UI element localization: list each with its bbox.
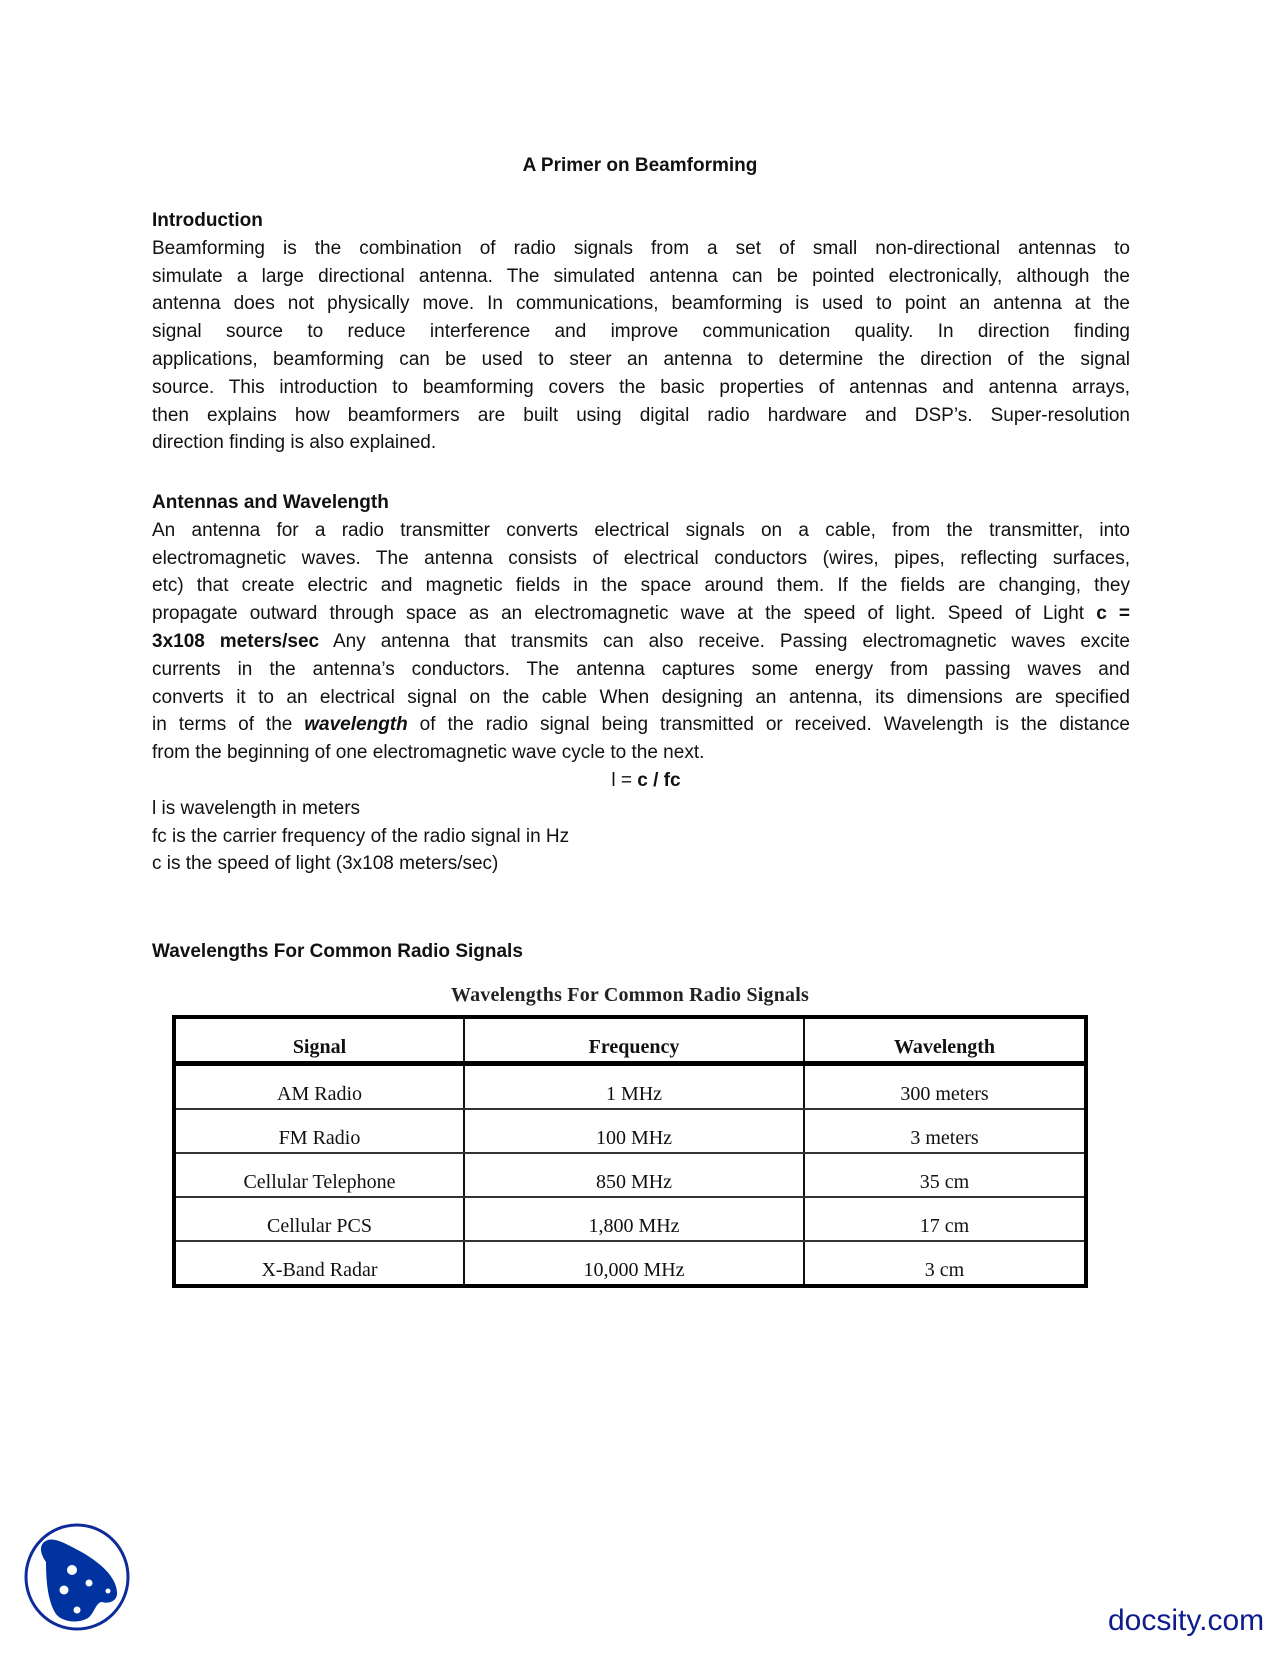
text-line: applications, beamforming can be used to steer an antenna to determine the direction of the signal (152, 348, 1130, 370)
text-line: electromagnetic waves. The antenna consists of electrical conductors (wires, pipes, reflecting surfaces, (152, 547, 1130, 569)
text-line: Beamforming is the combination of radio signals from a set of small non-directional antennas to (152, 237, 1130, 259)
cell-wavelength: 17 cm (804, 1197, 1086, 1241)
section-heading: Antennas and Wavelength (152, 492, 389, 513)
section-paragraph (152, 517, 1130, 767)
table-row (174, 1109, 1086, 1153)
text-line (152, 711, 1130, 739)
column-header-frequency: Frequency (464, 1017, 804, 1064)
cell-signal: Cellular Telephone (174, 1153, 464, 1197)
text-line: An antenna for a radio transmitter converts electrical signals on a cable, from the transmitter, into (152, 519, 1130, 541)
cell-frequency: 100 MHz (464, 1109, 804, 1153)
text-line: currents in the antenna’s conductors. The antenna captures some energy from passing waves and (152, 658, 1130, 680)
docsity-brand-link[interactable]: docsity.com (1108, 1604, 1265, 1637)
text-run: of the radio signal being transmitted or received. Wavelength is the distance (407, 714, 1131, 736)
text-run: Any antenna that transmits can also receive. Passing electromagnetic waves excite (319, 630, 1130, 652)
section-antennas-wavelength (152, 489, 1130, 878)
table-row (174, 1241, 1086, 1286)
cell-wavelength: 3 meters (804, 1109, 1086, 1153)
text-line: direction finding is also explained. (152, 432, 437, 454)
table-header-row (174, 1017, 1086, 1064)
docsity-logo-icon[interactable] (22, 1522, 132, 1632)
section-heading: Introduction (152, 210, 263, 231)
table-row (174, 1064, 1086, 1110)
text-line (152, 628, 1130, 656)
emphasized-term: wavelength (304, 714, 408, 736)
column-header-wavelength: Wavelength (804, 1017, 1086, 1064)
cell-signal: AM Radio (174, 1064, 464, 1110)
text-line: simulate a large directional antenna. The simulated antenna can be pointed electronically, although the (152, 265, 1130, 287)
table-row (174, 1197, 1086, 1241)
cell-signal: Cellular PCS (174, 1197, 464, 1241)
cell-wavelength: 300 meters (804, 1064, 1086, 1110)
document-title: A Primer on Beamforming (522, 155, 758, 176)
text-line: converts it to an electrical signal on the cable When designing an antenna, its dimensions are specified (152, 686, 1130, 708)
cell-signal: FM Radio (174, 1109, 464, 1153)
wavelengths-table (172, 1015, 1088, 1288)
definition-item: c is the speed of light (3x108 meters/sec) (152, 853, 499, 875)
text-run: propagate outward through space as an electromagnetic wave at the speed of light. Speed of Light (152, 603, 1097, 625)
definition-item: fc is the carrier frequency of the radio signal in Hz (152, 825, 570, 847)
section-introduction (152, 207, 1130, 457)
section-heading-wavelengths: Wavelengths For Common Radio Signals (152, 941, 523, 962)
cell-frequency: 1 MHz (464, 1064, 804, 1110)
table-caption: Wavelengths For Common Radio Signals (451, 984, 809, 1006)
wavelength-formula (152, 767, 1130, 795)
text-line: source. This introduction to beamforming covers the basic properties of antennas and antenna arrays, (152, 376, 1130, 398)
text-line: from the beginning of one electromagnetic wave cycle to the next. (152, 742, 705, 764)
speed-of-light-value: 3x108 meters/sec (152, 630, 320, 652)
table-row (174, 1153, 1086, 1197)
formula-expression: c / fc (637, 769, 681, 791)
column-header-signal: Signal (174, 1017, 464, 1064)
formula-symbol: l = (611, 769, 638, 791)
text-line: antenna does not physically move. In communications, beamforming is used to point an antenna at the (152, 293, 1130, 315)
cell-frequency: 10,000 MHz (464, 1241, 804, 1286)
definition-item: l is wavelength in meters (152, 797, 361, 819)
text-run: in terms of the (152, 714, 305, 736)
cell-frequency: 1,800 MHz (464, 1197, 804, 1241)
text-line: signal source to reduce interference and improve communication quality. In direction finding (152, 321, 1130, 343)
cell-frequency: 850 MHz (464, 1153, 804, 1197)
text-line: etc) that create electric and magnetic fields in the space around them. If the fields are changing, they (152, 575, 1130, 597)
cell-wavelength: 3 cm (804, 1241, 1086, 1286)
definition-list (152, 795, 1130, 878)
section-paragraph (152, 235, 1130, 457)
cell-wavelength: 35 cm (804, 1153, 1086, 1197)
speed-of-light-symbol: c = (1096, 603, 1130, 625)
cell-signal: X-Band Radar (174, 1241, 464, 1286)
text-line: then explains how beamformers are built using digital radio hardware and DSP’s. Super-resolution (152, 404, 1130, 426)
text-line (152, 600, 1130, 628)
